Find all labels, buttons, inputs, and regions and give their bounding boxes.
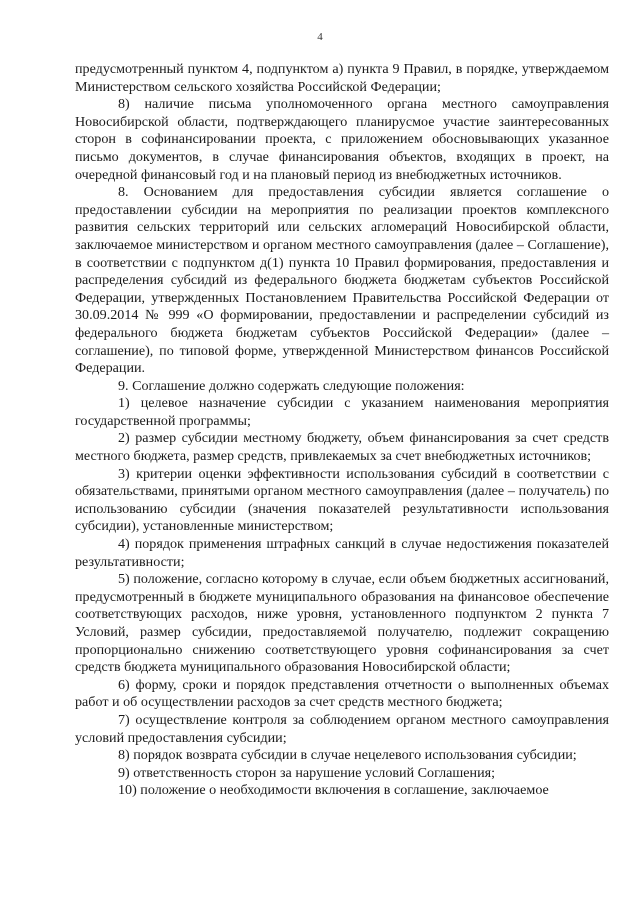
paragraph: 9. Соглашение должно содержать следующие положения: [118, 377, 465, 394]
paragraph: 8) наличие письма уполномоченного органа местного самоуправления Новосибирской области, подтверждающего планирусмое участие заинтересованных сторон в софинансировании проекта, с приложением обосновывающих указанное письмо документов, в случае финансирования объектов, входящих в проект, на очередной финансовый год и на плановый период из внебюджетных источников. [75, 96, 609, 183]
paragraph: 9) ответственность сторон за нарушение условий Соглашения; [118, 764, 496, 781]
paragraph: 3) критерии оценки эффективности использования субсидий в соответствии с обязательствами, принятыми органом местного самоуправления (далее – получатель) по использованию субсидии (значения показателей результативности использования субсидии), установленные министерством; [75, 465, 609, 535]
paragraph: предусмотренный пунктом 4, подпунктом а) пункта 9 Правил, в порядке, утверждаемом Министерством сельского хозяйства Российской Федерации; [75, 61, 609, 95]
paragraph: 10) положение о необходимости включения в соглашение, заключаемое [118, 782, 549, 799]
page-number: 4 [317, 31, 323, 43]
paragraph: 8. Основанием для предоставления субсидии является соглашение о предоставлении субсидии на мероприятия по реализации проектов комплексного развития сельских территорий или сельских агломераций Новосибирской области, заключаемое министерством и органом местного самоуправления (далее – Соглашение), в соответствии с подпунктом д(1) пункта 10 Правил формирования, предоставления и распределения субсидий из федерального бюджета бюджетам субъектов Российской Федерации, утвержденных Постановлением Правительства Российской Федерации от 30.09.2014 № 999 «О формировании, предоставлении и распределении субсидий из федерального бюджета бюджетам субъектов Российской Федерации» (далее – соглашение), по типовой форме, утвержденной Министерством финансов Российской Федерации. [75, 184, 609, 377]
paragraph: 5) положение, согласно которому в случае, если объем бюджетных ассигнований, предусмотренный в бюджете муниципального образования на финансовое обеспечение соответствующих расходов, ниже уровня, установленного подпунктом 2 пункта 7 Условий, размер субсидии, предоставляемой получателю, подлежит сокращению пропорционально снижению соответствующего уровня софинансирования за счет средств бюджета муниципального образования Новосибирской области; [75, 571, 609, 676]
paragraph: 8) порядок возврата субсидии в случае нецелевого использования субсидии; [118, 747, 577, 764]
paragraph: 6) форму, сроки и порядок представления отчетности о выполненных объемах работ и об осуществлении расходов за счет средств местного бюджета; [75, 676, 609, 711]
document-body [75, 61, 609, 800]
paragraph: 7) осуществление контроля за соблюдением органом местного самоуправления условий предоставления субсидии; [75, 711, 609, 746]
paragraph: 1) целевое назначение субсидии с указанием наименования мероприятия государственной программы; [75, 395, 609, 429]
paragraph: 2) размер субсидии местному бюджету, объем финансирования за счет средств местного бюджета, размер средств, привлекаемых за счет внебюджетных источников; [75, 430, 609, 465]
paragraph: 4) порядок применения штрафных санкций в случае недостижения показателей результативности; [75, 536, 609, 570]
